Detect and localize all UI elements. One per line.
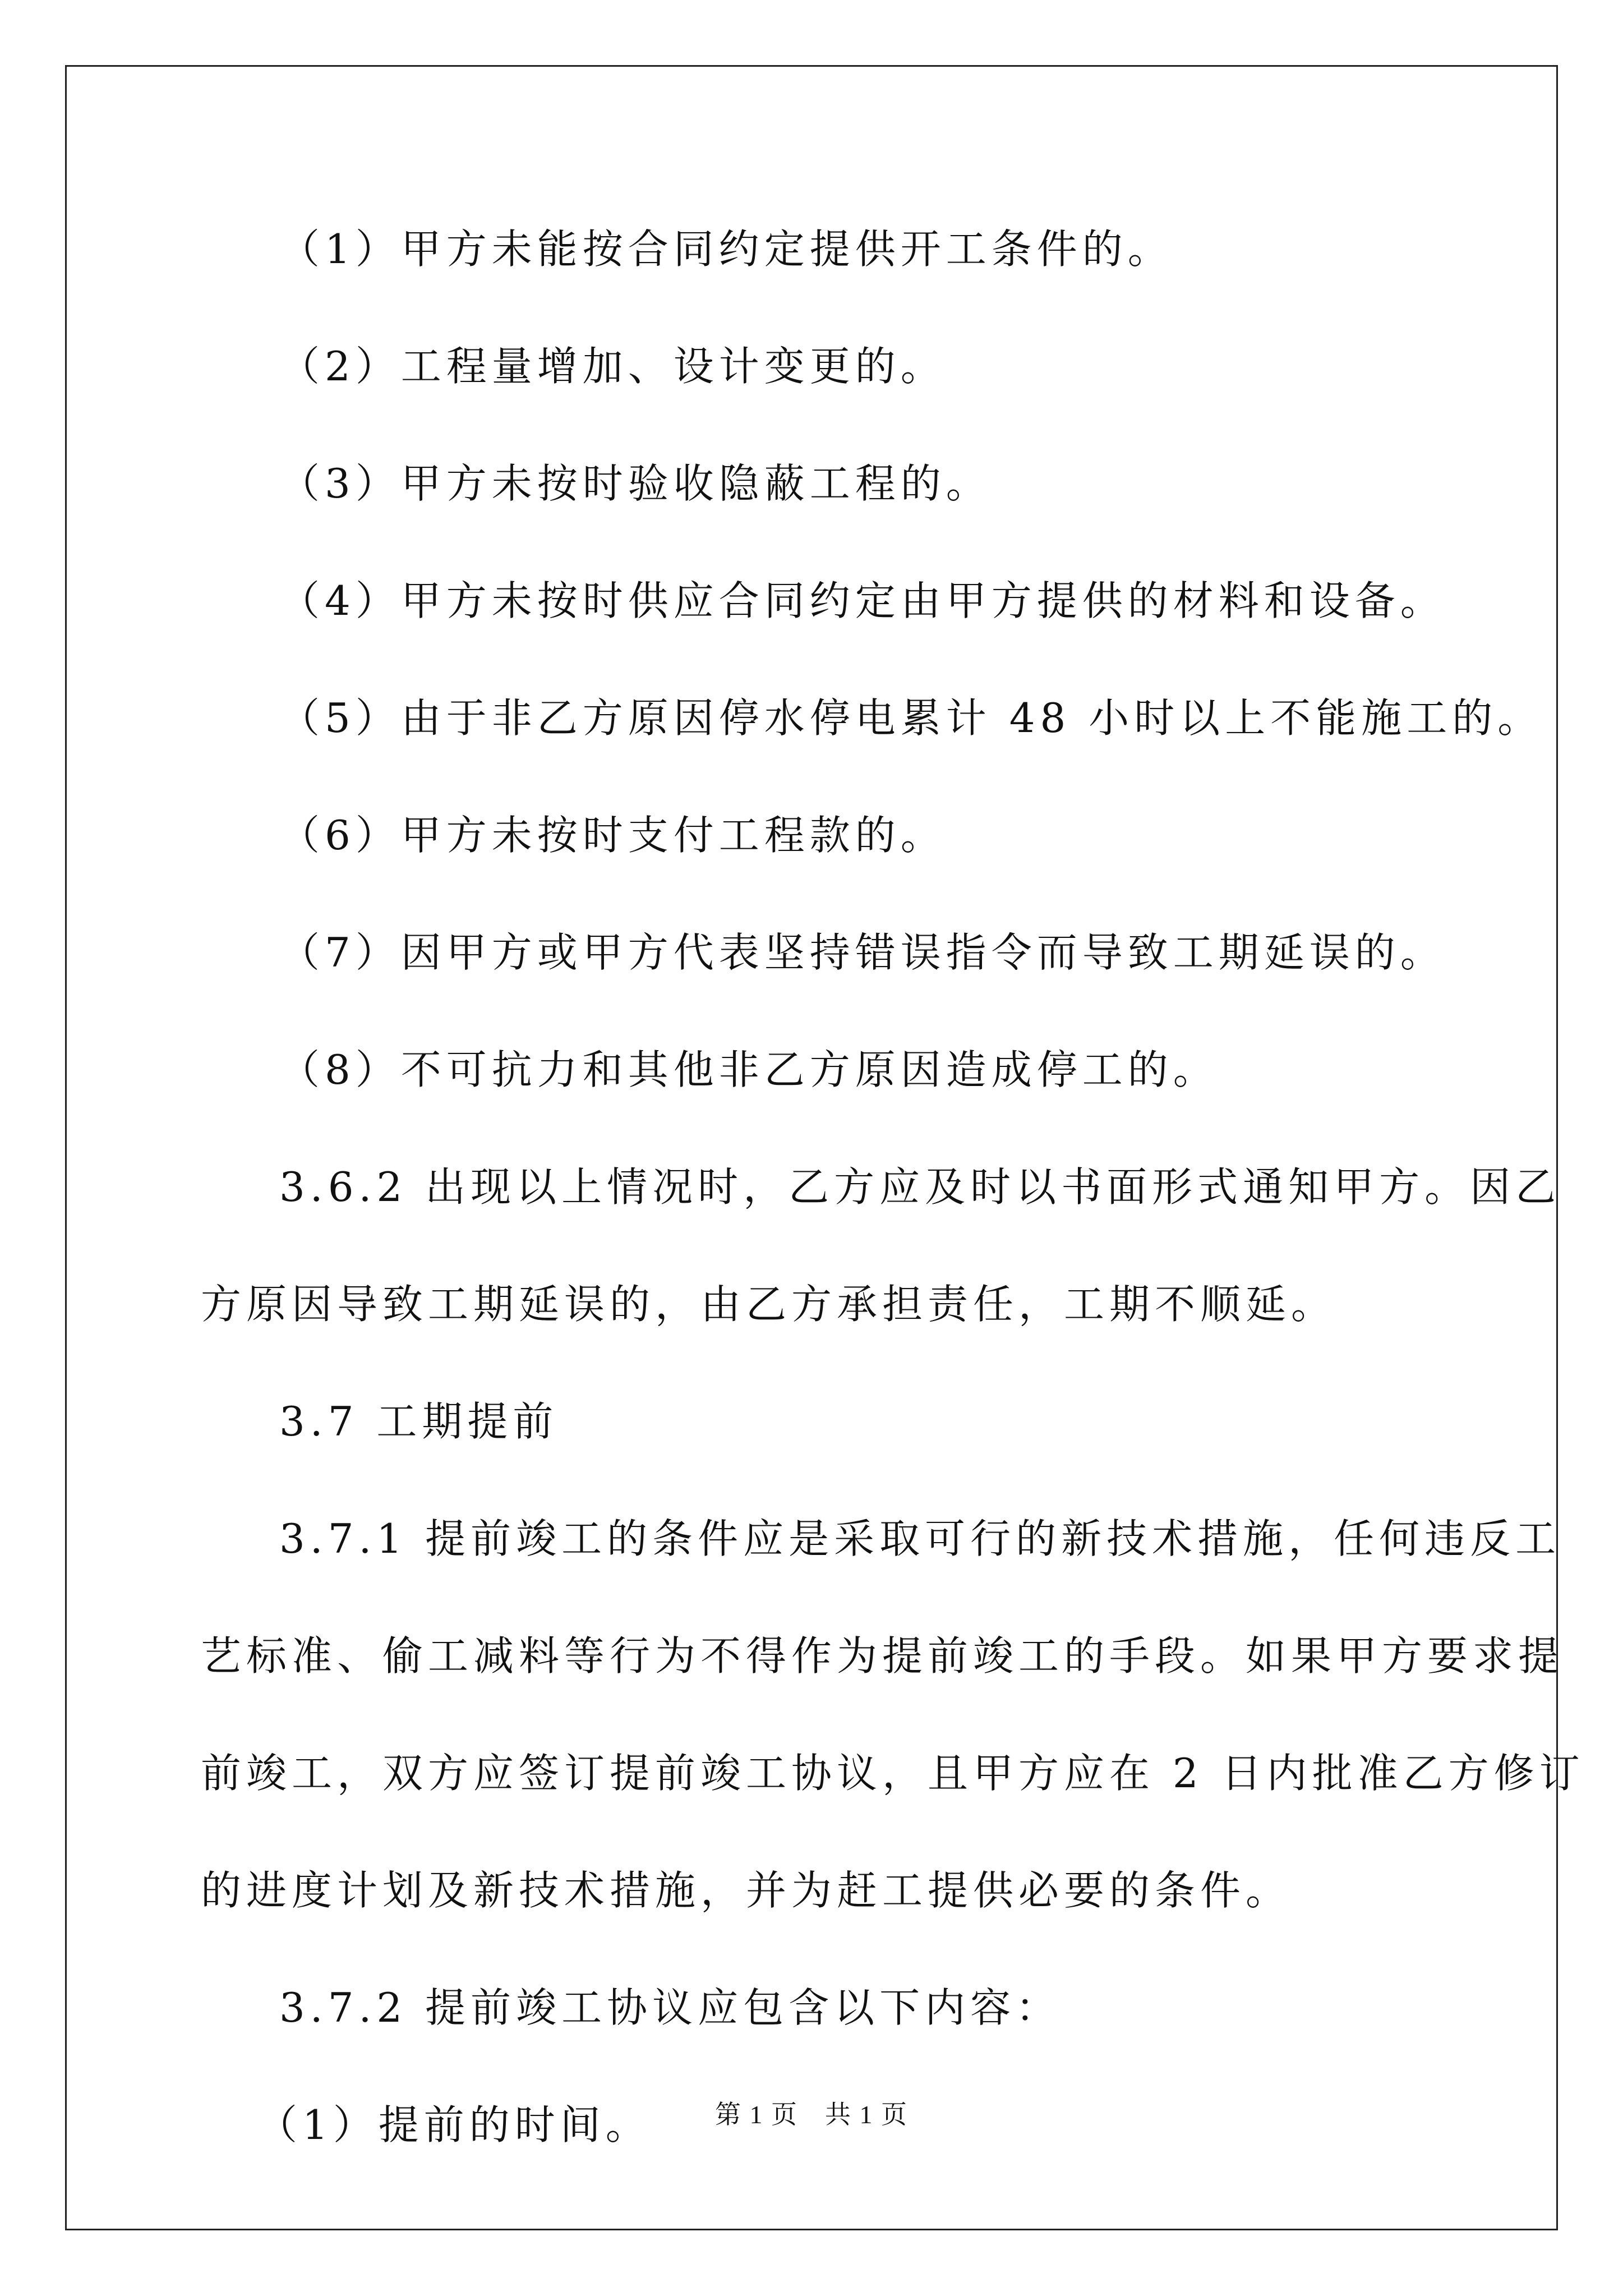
paragraph-3-7-2: 3.7.2 提前竣工协议应包含以下内容： [279,1984,1062,2031]
list-item-3: （3）甲方未按时验收隐蔽工程的。 [279,460,992,507]
paragraph-3-7-1-line-3: 前竣工，双方应签订提前竣工协议，且甲方应在 2 日内批准乙方修订 [201,1750,1585,1797]
list-item-7: （7）因甲方或甲方代表坚持错误指令而导致工期延误的。 [279,929,1446,976]
paragraph-3-7-1-line-1: 3.7.1 提前竣工的条件应是采取可行的新技术措施，任何违反工 [279,1515,1561,1562]
paragraph-3-6-2-line-1: 3.6.2 出现以上情况时，乙方应及时以书面形式通知甲方。因乙 [279,1163,1561,1211]
paragraph-3-7-1-line-4: 的进度计划及新技术措施，并为赶工提供必要的条件。 [201,1867,1292,1914]
sub-list-item-1: （1）提前的时间。 [257,2101,651,2148]
list-item-6: （6）甲方未按时支付工程款的。 [279,812,946,859]
paragraph-3-7-1-line-2: 艺标准、偷工减料等行为不得作为提前竣工的手段。如果甲方要求提 [201,1632,1564,1680]
list-item-4: （4）甲方未按时供应合同约定由甲方提供的材料和设备。 [279,577,1446,624]
list-item-1: （1）甲方未能按合同约定提供开工条件的。 [279,226,1173,273]
section-heading-3-7: 3.7 工期提前 [279,1398,559,1445]
list-item-5: （5）由于非乙方原因停水停电累计 48 小时以上不能施工的。 [279,694,1543,742]
paragraph-3-6-2-line-2: 方原因导致工期延误的，由乙方承担责任，工期不顺延。 [201,1281,1337,1328]
list-item-2: （2）工程量增加、设计变更的。 [279,343,946,390]
list-item-8: （8）不可抗力和其他非乙方原因造成停工的。 [279,1046,1219,1093]
page-footer: 第 1 页 共 1 页 [715,2100,908,2129]
